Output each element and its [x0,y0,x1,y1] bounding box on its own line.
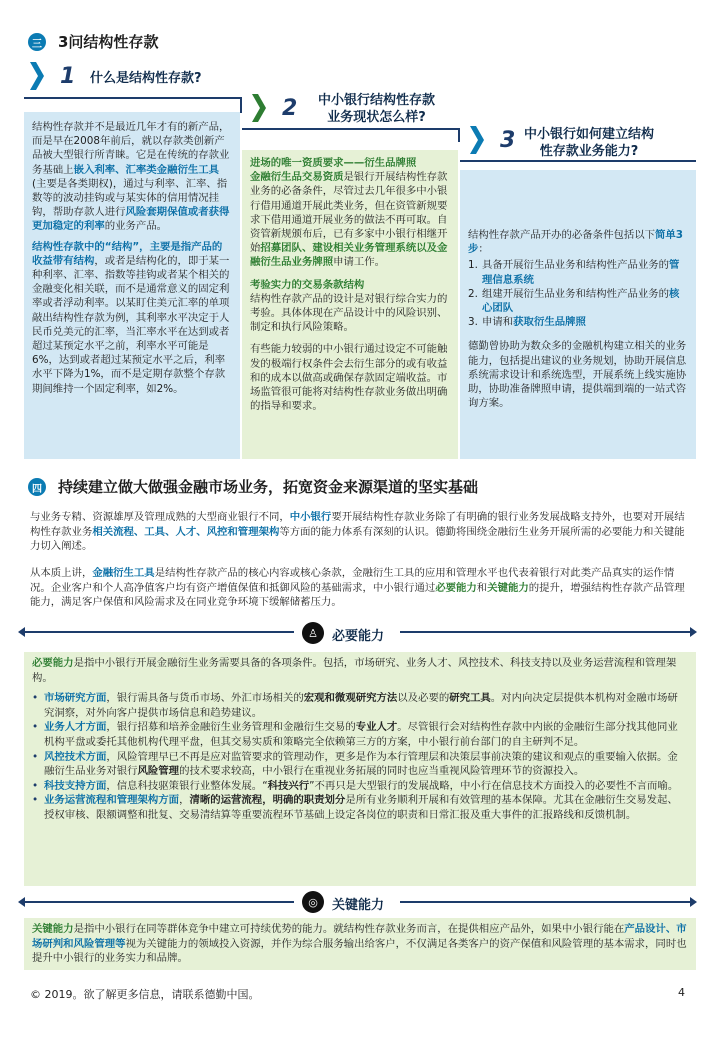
list-item: 2. 组建开展衍生品业务和结构性产品业务的核心团队 [468,287,680,315]
step1-number: 1 [60,64,76,89]
step-divider [240,97,242,113]
col1-text: ，或者是结构化的，即于某一种利率、汇率、指数等挂钩或者某个相关的金融变化相关联，而不是通常意义的固定利率或者浮动利率。以某盯住美元汇率的单项敲出结构性存款为例，其利率水平决定于人民币兑美元的汇率，当汇率水平在达到或者超过某预定水平之前，利率水平可能是6%，达到或者超过某预定水平之后，利率水平下降为1%，而不是定期存款整个存款期间维持一个固定利率，如2%。 [32,254,230,395]
list-item: • 科技支持方面，信息科技驱策银行业整体发展。“科技兴行”不再只是大型银行的发展战略，中小行在信息技术方面投入的必要性不言而喻。 [32,779,688,794]
col1-highlight: 嵌入利率、汇率类金融衍生工具 [73,163,220,176]
footer-copyright: © 2019。欲了解更多信息，请联系德勤中国。 [30,988,260,1001]
col3-highlight: 简单3步 [468,229,684,256]
col1-highlight: 风险套期保值或者获得更加稳定的利率 [32,206,230,233]
step-divider [460,160,696,162]
step1-chevron-icon [30,62,44,90]
target-icon: ◎ [302,891,324,913]
col2-text: 有些能力较弱的中小银行通过设定不可能触发的极端行权条件会去衍生部分的或有收益和的成本以做高或确保存款固定端收益。市场监管很可能将对结构性存款业务做出明确的指导和要求。 [250,343,448,413]
step2-chevron-icon [252,94,266,122]
list-item: 1. 具备开展衍生品业务和结构性产品业务的管理信息系统 [468,259,680,286]
necessary-box: 必要能力是指中小银行开展金融衍生业务需要具备的各项条件。包括，市场研究、业务人才、风控技术、科技支持以及业务运营流程和管理架构。 • 市场研究方面，银行需具备与货币市场、外汇市场相关的宏观和微观研究方法以及必要的研究工具。对内向决定层提供本机构对金融市场研究洞察，对外向客户提供市场信息和趋势建议。 • 业务人才方面，银行招募和培养金融衍生业务管理和金融衍生交易的专业人才。尽管银行会对结构性存款中内嵌的金融衍生部分找其他同业机构平盘或委托其他机构代理平盘，但其交易实质和策略完全依赖第三方的方案，中小银行前台部门的自主研判不足。 • 风控技术方面，风险管理早已不再是应对监管要求的管理动作，更多是作为本行管理层和决策层事前决策的建议和观点的重要输入依据。金融衍生品业务对银行风险管理的技术要求较高，中小银行在重视业务拓展的同时也应当重视风险管理环节的资源投入。 • 科技支持方面，信息科技驱策银行业整体发展。“科技兴行”不再只是大型银行的发展战略，中小行在信息技术方面投入的必要性不言而喻。 • 业务运营流程和管理架构方面，清晰的运营流程，明确的职责划分是所有业务顺利开展和有效管理的基本保障。尤其在金融衍生交易发起、授权审核、限额调整和批复、交易清结算等重要流程环节基础上设定各岗位的职责和日常汇报及重大事件的汇报路线和反馈机制。 [24,652,696,886]
bulb-icon: ♙ [302,622,324,644]
col2-highlight: 进场的唯一资质要求——衍生品牌照 [250,157,417,169]
step1-question: 什么是结构性存款? [90,71,202,86]
step3-question: 中小银行如何建立结构 性存款业务能力? [524,127,655,159]
section4-para1: 与业务专精、资源雄厚及管理成熟的大型商业银行不同，中小银行要开展结构性存款业务除了有明确的银行业务发展战略支持外，也要对开展结构性存款业务相关流程、工具、人才、风控和管理架构等方面的能力体系有深刻的认识。德勤将围绕金融衍生业务开展所需的必要能力和关键能力切入阐述。 [30,511,685,553]
step-divider [458,128,460,142]
list-item: 3. 申请和获取衍生品牌照 [468,316,586,329]
col2-text: 结构性存款产品的设计是对银行综合实力的考验。具体体现在产品设计中的风险识别、制定和执行风险策略。 [250,292,448,334]
col2-text: 申请工作。 [333,256,386,269]
col3-box [460,170,696,459]
col3-text: 结构性存款产品开办的必备条件包括以下 [468,229,656,241]
col2-highlight: 招募团队、建设相关业务管理系统以及金融衍生品业务牌照 [250,242,448,269]
section-four-icon: 四 [28,478,46,496]
page-title: 3问结构性存款 [58,33,159,51]
step3-number: 3 [500,128,516,153]
col1-highlight: 结构性存款中的“结构”，主要是指产品的收益带有结构 [32,240,223,267]
step-divider [242,128,460,130]
col1-box [24,112,240,459]
necessary-title: 必要能力 [332,629,385,644]
col1-text: (主要是各类期权)，通过与利率、汇率、指数等的波动挂钩或与某实体的信用情况挂钩，帮助存款人进行 [32,177,228,219]
key-title: 关键能力 [332,898,385,913]
page-number: 4 [678,986,685,999]
arrow-left-icon [18,627,25,637]
step2-question: 中小银行结构性存款 业务现状怎么样? [318,93,436,125]
col2-subtitle: 考验实力的交易条款结构 [250,278,365,291]
col1-text: 结构性存款并不是最近几年才有的新产品，而是早在2008年前后，就以存款类创新产品被大型银行所青睐。它是在传统的存款业务基础上 [32,121,230,176]
col3-text: ： [478,243,489,256]
step2-number: 2 [282,96,298,121]
list-item: • 市场研究方面，银行需具备与货币市场、外汇市场相关的宏观和微观研究方法以及必要的研究工具。对内向决定层提供本机构对金融市场研究洞察，对外向客户提供市场信息和趋势建议。 [32,691,688,720]
arrow-right-icon [690,897,697,907]
arrow-left-icon [18,897,25,907]
necessary-bar-right [400,631,690,633]
col2-box [242,150,458,459]
arrow-right-icon [690,627,697,637]
key-bar-right [400,901,690,903]
list-item: • 业务人才方面，银行招募和培养金融衍生业务管理和金融衍生交易的专业人才。尽管银行会对结构性存款中内嵌的金融衍生部分找其他同业机构平盘或委托其他机构代理平盘，但其交易实质和策略完全依赖第三方的方案，中小银行前台部门的自主研判不足。 [32,720,688,749]
key-bar-left [22,901,294,903]
col2-highlight: 金融衍生品交易资质 [250,171,344,184]
list-item: • 业务运营流程和管理架构方面，清晰的运营流程，明确的职责划分是所有业务顺利开展和有效管理的基本保障。尤其在金融衍生交易发起、授权审核、限额调整和批复、交易清结算等重要流程环节基础上设定各岗位的职责和日常汇报及重大事件的汇报路线和反馈机制。 [32,793,688,822]
step3-chevron-icon [470,126,484,154]
necessary-bar-left [22,631,294,633]
col1-text: 的业务产品。 [104,220,168,233]
section-three-icon: 三 [28,33,46,51]
col2-text: 是银行开展结构性存款业务的必备条件，尽管过去几年很多中小银行借用通道开展此类业务，但在资管新规要求下借用通道开展业务的做法不再可取。自资管新规颁布后，已有多家中小银行相继开始 [250,171,448,255]
section4-para2: 从本质上讲，金融衍生工具是结构性存款产品的核心内容或核心条款，金融衍生工具的应用和管理水平也代表着银行对此类产品真实的运作情况。企业客户和个人高净值客户均有资产增值保值和抵御风险的基础需求，中小银行通过必要能力和关键能力的提升，增强结构性存款产品管理能力，满足客户保值和风险需求及在同业竞争环境下缓解储蓄压力。 [30,567,685,609]
step-divider [24,97,242,99]
key-box: 关键能力是指中小银行在同等群体竞争中建立可持续优势的能力。就结构性存款业务而言，在提供相应产品外，如果中小银行能在产品设计、市场研判和风险管理等视为关键能力的领域投入资源，并作为综合服务输出给客户，不仅满足各类客户的资产保值和风险管理的基本需求，同时也提升中小银行的业务实力和品牌。 [24,918,696,970]
col3-text: 德勤曾协助为数众多的金融机构建立相关的业务能力，包括提出建议的业务规划，协助开展信息系统需求设计和系统选型，开展系统上线实施协助，协助准备牌照申请，提供端到端的一站式咨询方案。 [468,340,687,410]
list-item: • 风控技术方面，风险管理早已不再是应对监管要求的管理动作，更多是作为本行管理层和决策层事前决策的建议和观点的重要输入依据。金融衍生品业务对银行风险管理的技术要求较高，中小银行在重视业务拓展的同时也应当重视风险管理环节的资源投入。 [32,750,688,779]
section-title: 持续建立做大做强金融市场业务，拓宽资金来源渠道的坚实基础 [58,478,479,496]
